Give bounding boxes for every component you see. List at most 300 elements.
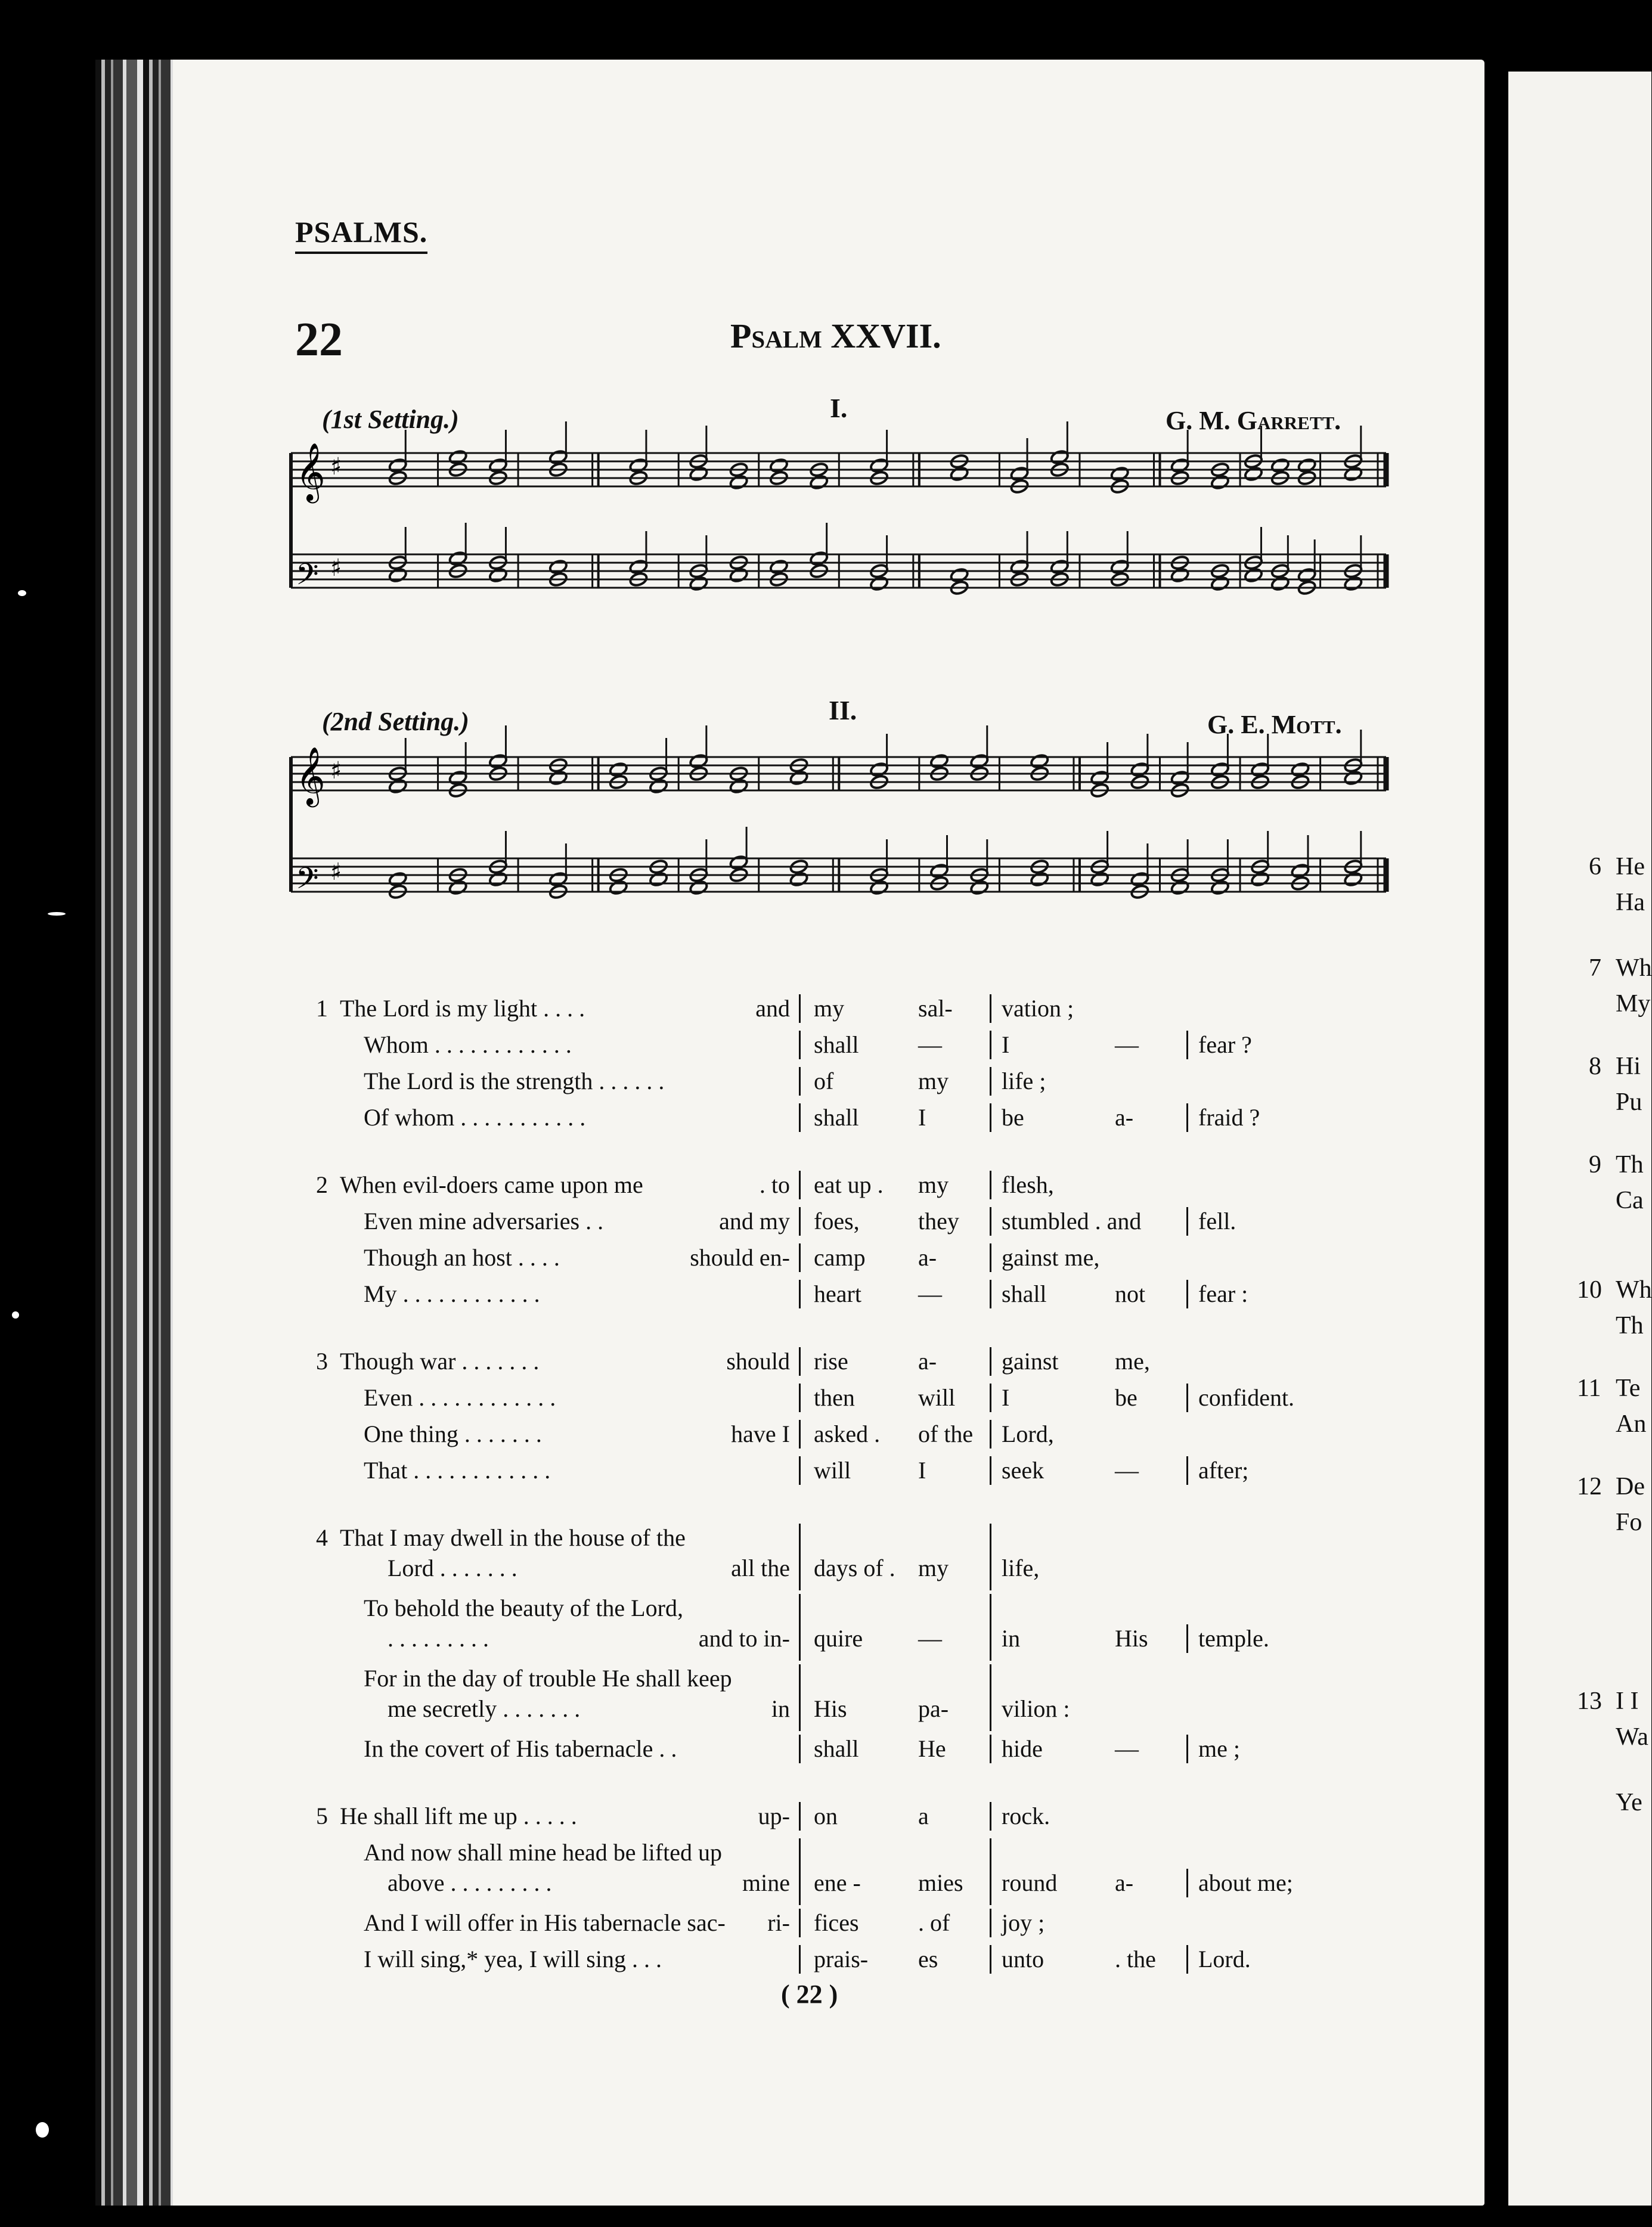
- chant-cell: life,: [1002, 1555, 1040, 1581]
- chant-cell: gainst: [1002, 1348, 1059, 1375]
- bar-divider: [799, 1524, 801, 1590]
- chant-line-text: And I will offer in His tabernacle sac-: [364, 1909, 726, 1936]
- chant-cell: be: [1002, 1104, 1024, 1131]
- chant-cell: vilion :: [1002, 1695, 1070, 1722]
- verse-number: 2: [316, 1171, 328, 1198]
- note-head: [1210, 762, 1229, 777]
- bar-divider: [990, 1456, 991, 1485]
- pointing-syllable: ri-: [767, 1909, 790, 1936]
- bar-divider: [799, 1838, 801, 1905]
- facing-line-fragment: Ha: [1616, 889, 1645, 916]
- chant-cell: be: [1115, 1384, 1138, 1411]
- note-head: [1110, 559, 1129, 575]
- note-head: [488, 753, 507, 769]
- setting-label-2: (2nd Setting.): [322, 707, 469, 736]
- note-head: [1344, 871, 1363, 887]
- facing-line-fragment: Hi: [1616, 1053, 1641, 1080]
- note-head: [388, 871, 407, 887]
- note-head: [1250, 762, 1269, 777]
- note-head: [629, 559, 648, 575]
- chant-cell: —: [1115, 1735, 1139, 1762]
- scan-speck: [12, 1311, 19, 1319]
- note-head: [1291, 762, 1310, 777]
- chant-cell: He: [918, 1735, 946, 1762]
- note-head: [488, 567, 507, 583]
- note-head: [1170, 880, 1189, 895]
- note-head: [448, 880, 467, 895]
- chant-cell: shall: [814, 1104, 859, 1131]
- bar-divider: [799, 1171, 801, 1199]
- pointing-syllable: have I: [731, 1420, 790, 1447]
- scan-speck: [48, 912, 66, 916]
- note-head: [1130, 762, 1149, 777]
- key-signature: ♯: [330, 757, 342, 784]
- bar-divider: [799, 1420, 801, 1449]
- setting-label-1: (1st Setting.): [322, 405, 459, 434]
- chant-cell: fell.: [1198, 1208, 1236, 1235]
- bar-divider: [799, 1945, 801, 1974]
- bass-clef: 𝄢: [296, 861, 319, 903]
- bar-divider: [990, 1735, 991, 1763]
- bar-divider: [1186, 1945, 1188, 1974]
- music-score-setting-2: [286, 745, 1395, 930]
- facing-line-fragment: He: [1616, 853, 1645, 880]
- chant-cell: shall: [1002, 1280, 1047, 1307]
- note-head: [729, 474, 748, 490]
- bar-divider: [990, 1243, 991, 1272]
- bar-divider: [799, 1280, 801, 1308]
- running-header: PSALMS.: [295, 215, 427, 254]
- note-head: [929, 863, 949, 879]
- chant-cell: they: [918, 1208, 959, 1235]
- note-head: [1297, 567, 1316, 583]
- bar-divider: [990, 1031, 991, 1059]
- facing-line-fragment: Th: [1616, 1312, 1644, 1339]
- chant-line-text: Even . . . . . . . . . . . .: [364, 1384, 556, 1411]
- bar-divider: [1186, 1869, 1188, 1897]
- pointing-syllable: should en-: [690, 1244, 790, 1271]
- chant-cell: about me;: [1198, 1869, 1293, 1896]
- bar-divider: [990, 1280, 991, 1308]
- facing-verse-number: 12: [1577, 1473, 1602, 1500]
- chant-cell: es: [918, 1946, 938, 1972]
- bar-divider: [1186, 1735, 1188, 1763]
- bar-divider: [990, 1103, 991, 1132]
- note-head: [869, 458, 888, 473]
- facing-line-fragment: An: [1616, 1410, 1647, 1438]
- chant-line-text-cont: above . . . . . . . . .: [388, 1869, 552, 1896]
- chant-cell: hide: [1002, 1735, 1043, 1762]
- facing-line-fragment: Te: [1616, 1375, 1641, 1402]
- note-head: [388, 567, 407, 583]
- chant-cell: —: [918, 1280, 942, 1307]
- note-head: [1250, 871, 1269, 887]
- note-head: [388, 778, 407, 794]
- chant-line-text: To behold the beauty of the Lord,: [364, 1595, 683, 1621]
- chant-cell: days of .: [814, 1555, 895, 1581]
- scan-speck: [36, 2122, 49, 2138]
- chant-cell: unto: [1002, 1946, 1044, 1972]
- chant-cell: life ;: [1002, 1068, 1046, 1094]
- chant-cell: on: [814, 1803, 838, 1829]
- bar-divider: [799, 1802, 801, 1831]
- note-head: [488, 871, 507, 887]
- bar-divider: [990, 1171, 991, 1199]
- chant-line-text: My . . . . . . . . . . . .: [364, 1280, 540, 1307]
- chant-cell: will: [918, 1384, 956, 1411]
- bar-divider: [1186, 1031, 1188, 1059]
- verse-number: 5: [316, 1803, 328, 1829]
- chant-cell: —: [1115, 1031, 1139, 1058]
- composer-2: G. E. Mott.: [1207, 710, 1342, 739]
- chant-cell: my: [918, 1068, 949, 1094]
- pointing-syllable: all the: [731, 1555, 790, 1581]
- note-head: [1344, 576, 1363, 591]
- page-number: ( 22 ): [781, 1980, 838, 2009]
- note-head: [1130, 871, 1149, 887]
- chant-cell: a-: [918, 1244, 937, 1271]
- note-head: [789, 871, 808, 887]
- note-head: [789, 770, 808, 786]
- chant-line-text: Whom . . . . . . . . . . . .: [364, 1031, 572, 1058]
- note-head: [869, 880, 888, 895]
- key-signature: ♯: [330, 453, 342, 480]
- chant-cell: my: [918, 1555, 949, 1581]
- note-head: [1170, 458, 1189, 473]
- bar-divider: [799, 1207, 801, 1236]
- facing-line-fragment: Wh: [1616, 1276, 1652, 1304]
- pointing-syllable: up-: [758, 1803, 790, 1829]
- facing-line-fragment: Th: [1616, 1151, 1644, 1178]
- note-head: [769, 458, 788, 473]
- chant-cell: prais-: [814, 1946, 869, 1972]
- chant-line-text: Though war . . . . . . .: [340, 1348, 540, 1375]
- bar-divider: [990, 1207, 991, 1236]
- note-head: [950, 466, 969, 482]
- chant-cell: a-: [918, 1348, 937, 1375]
- note-head: [769, 559, 788, 575]
- pointing-syllable: and: [755, 995, 790, 1022]
- note-head: [689, 576, 708, 591]
- bar-divider: [990, 1347, 991, 1376]
- bar-divider: [1186, 1207, 1188, 1236]
- note-head: [970, 880, 989, 895]
- bar-divider: [990, 1067, 991, 1096]
- chant-cell: . the: [1115, 1946, 1156, 1972]
- chant-cell: asked .: [814, 1420, 881, 1447]
- bar-divider: [799, 1243, 801, 1272]
- chant-cell: His: [1115, 1625, 1148, 1652]
- note-head: [950, 567, 969, 583]
- chant-cell: shall: [814, 1735, 859, 1762]
- chant-line-text-cont: me secretly . . . . . . .: [388, 1695, 581, 1722]
- chant-cell: foes,: [814, 1208, 860, 1235]
- note-head: [1244, 466, 1263, 482]
- facing-verse-number: 6: [1589, 853, 1601, 880]
- scan-speck: [18, 590, 26, 596]
- note-head: [1090, 871, 1109, 887]
- bar-divider: [799, 1067, 801, 1096]
- chant-line-text-cont: Lord . . . . . . .: [388, 1555, 517, 1581]
- chant-line-text: That I may dwell in the house of the: [340, 1524, 686, 1551]
- verse-number: 3: [316, 1348, 328, 1375]
- pointing-syllable: and my: [719, 1208, 790, 1235]
- chant-cell: —: [918, 1031, 942, 1058]
- note-head: [1170, 770, 1189, 786]
- chant-line-text-cont: . . . . . . . . .: [388, 1625, 489, 1652]
- chant-line-text: The Lord is my light . . . .: [340, 995, 585, 1022]
- chant-cell: fices: [814, 1909, 859, 1936]
- note-head: [1030, 753, 1049, 769]
- chant-cell: Lord,: [1002, 1420, 1054, 1447]
- facing-page-fragment: [1508, 72, 1651, 2206]
- note-head: [689, 880, 708, 895]
- chant-cell: vation ;: [1002, 995, 1074, 1022]
- note-head: [488, 458, 507, 473]
- chant-cell: me,: [1115, 1348, 1150, 1375]
- chant-cell: my: [814, 995, 845, 1022]
- chant-line-text: Of whom . . . . . . . . . . .: [364, 1104, 586, 1131]
- chant-cell: of: [814, 1068, 834, 1094]
- bar-divider: [990, 1802, 991, 1831]
- chant-line-text: He shall lift me up . . . . .: [340, 1803, 577, 1829]
- chant-line-text: Though an host . . . .: [364, 1244, 560, 1271]
- chant-cell: I: [1002, 1384, 1010, 1411]
- facing-verse-number: 10: [1577, 1276, 1602, 1304]
- treble-clef: 𝄞: [296, 746, 326, 805]
- note-head: [1050, 449, 1069, 465]
- chant-line-text: Even mine adversaries . .: [364, 1208, 604, 1235]
- note-head: [1344, 770, 1363, 786]
- chant-cell: a: [918, 1803, 929, 1829]
- note-head: [1270, 576, 1290, 591]
- chant-cell: pa-: [918, 1695, 949, 1722]
- note-head: [548, 449, 568, 465]
- chant-cell: stumbled . and: [1002, 1208, 1142, 1235]
- bass-clef: 𝄢: [296, 557, 319, 599]
- note-head: [1110, 466, 1129, 482]
- verse-number: 4: [316, 1524, 328, 1551]
- chant-cell: round: [1002, 1869, 1058, 1896]
- bar-divider: [1186, 1384, 1188, 1412]
- chant-cell: —: [918, 1625, 942, 1652]
- pointing-syllable: . to: [759, 1171, 790, 1198]
- note-head: [1050, 559, 1069, 575]
- note-head: [809, 474, 828, 490]
- chant-cell: camp: [814, 1244, 866, 1271]
- bar-divider: [1186, 1456, 1188, 1485]
- chant-cell: a-: [1115, 1104, 1134, 1131]
- verse-number: 1: [316, 995, 328, 1022]
- bar-divider: [799, 1031, 801, 1059]
- facing-verse-number: 13: [1577, 1688, 1602, 1715]
- facing-verse-number: 7: [1589, 954, 1601, 982]
- note-head: [629, 458, 648, 473]
- note-head: [609, 762, 628, 777]
- bar-divider: [990, 1664, 991, 1731]
- note-head: [1010, 559, 1029, 575]
- setting-roman-1: I.: [830, 393, 848, 423]
- note-head: [548, 559, 568, 575]
- chant-cell: rise: [814, 1348, 848, 1375]
- note-head: [1090, 770, 1109, 786]
- bar-divider: [799, 994, 801, 1023]
- psalm-number: 22: [295, 314, 343, 366]
- bar-divider: [990, 1384, 991, 1412]
- bar-divider: [799, 1456, 801, 1485]
- chant-cell: fraid ?: [1198, 1104, 1260, 1131]
- composer-1: G. M. Garrett.: [1166, 406, 1341, 435]
- note-head: [1297, 458, 1316, 473]
- facing-verse-number: 9: [1589, 1151, 1601, 1178]
- chant-cell: me ;: [1198, 1735, 1240, 1762]
- chant-cell: flesh,: [1002, 1171, 1054, 1198]
- chant-cell: Lord.: [1198, 1946, 1251, 1972]
- chant-cell: rock.: [1002, 1803, 1050, 1829]
- bar-divider: [1186, 1280, 1188, 1308]
- bar-divider: [990, 1420, 991, 1449]
- chant-cell: of the: [918, 1420, 974, 1447]
- chant-cell: I: [1002, 1031, 1010, 1058]
- chant-line-text: In the covert of His tabernacle . .: [364, 1735, 677, 1762]
- chant-line-text: I will sing,* yea, I will sing . . .: [364, 1946, 662, 1972]
- note-head: [548, 871, 568, 887]
- page-binding-edge: [95, 60, 173, 2206]
- treble-clef: 𝄞: [296, 442, 326, 501]
- facing-line-fragment: Wh: [1616, 954, 1652, 982]
- note-head: [929, 753, 949, 769]
- chant-cell: not: [1115, 1280, 1146, 1307]
- note-head: [1210, 576, 1229, 591]
- pointing-syllable: should: [726, 1348, 790, 1375]
- chant-line-text: One thing . . . . . . .: [364, 1420, 542, 1447]
- bar-divider: [990, 1838, 991, 1905]
- note-head: [1270, 458, 1290, 473]
- chant-cell: —: [1115, 1457, 1139, 1484]
- note-head: [448, 551, 467, 566]
- chant-line-text: For in the day of trouble He shall keep: [364, 1665, 732, 1692]
- chant-cell: sal-: [918, 995, 953, 1022]
- note-head: [1170, 567, 1189, 583]
- chant-cell: seek: [1002, 1457, 1044, 1484]
- chant-cell: heart: [814, 1280, 861, 1307]
- bar-divider: [799, 1384, 801, 1412]
- chant-cell: fear ?: [1198, 1031, 1252, 1058]
- chant-cell: . of: [918, 1909, 950, 1936]
- chant-cell: my: [918, 1171, 949, 1198]
- facing-line-fragment: Ca: [1616, 1187, 1644, 1214]
- bar-divider: [799, 1909, 801, 1937]
- note-head: [448, 449, 467, 465]
- chant-cell: I: [918, 1104, 926, 1131]
- bar-divider: [990, 1945, 991, 1974]
- note-head: [729, 778, 748, 794]
- note-head: [809, 551, 828, 566]
- facing-line-fragment: Pu: [1616, 1088, 1642, 1116]
- note-head: [869, 762, 888, 777]
- facing-line-fragment: De: [1616, 1473, 1645, 1500]
- chant-cell: I: [918, 1457, 926, 1484]
- bar-divider: [799, 1594, 801, 1661]
- note-head: [649, 871, 668, 887]
- note-head: [1210, 474, 1229, 490]
- chant-cell: confident.: [1198, 1384, 1295, 1411]
- note-head: [1010, 466, 1029, 482]
- key-signature: ♯: [330, 554, 342, 582]
- chant-cell: quire: [814, 1625, 863, 1652]
- bar-divider: [1186, 1103, 1188, 1132]
- facing-line-fragment: I I: [1616, 1688, 1639, 1715]
- facing-line-fragment: Wa: [1616, 1723, 1648, 1751]
- facing-line-fragment: Fo: [1616, 1509, 1642, 1536]
- chant-line-text: When evil-doers came upon me: [340, 1171, 643, 1198]
- note-head: [1344, 466, 1363, 482]
- chant-cell: gainst me,: [1002, 1244, 1100, 1271]
- note-head: [448, 770, 467, 786]
- note-head: [729, 567, 748, 583]
- chant-cell: temple.: [1198, 1625, 1269, 1652]
- bar-divider: [799, 1664, 801, 1731]
- bar-divider: [799, 1103, 801, 1132]
- bar-divider: [799, 1735, 801, 1763]
- facing-verse-number: 11: [1577, 1375, 1601, 1402]
- setting-roman-2: II.: [829, 695, 857, 725]
- bar-divider: [990, 1524, 991, 1590]
- note-head: [869, 576, 888, 591]
- chant-line-text: The Lord is the strength . . . . . .: [364, 1068, 665, 1094]
- chant-cell: a-: [1115, 1869, 1134, 1896]
- pointing-syllable: in: [771, 1695, 790, 1722]
- bar-divider: [990, 994, 991, 1023]
- chant-cell: in: [1002, 1625, 1021, 1652]
- note-head: [729, 855, 748, 870]
- chant-cell: then: [814, 1384, 855, 1411]
- facing-line-fragment: My: [1616, 990, 1651, 1018]
- chant-cell: fear :: [1198, 1280, 1248, 1307]
- chant-cell: eat up .: [814, 1171, 884, 1198]
- note-head: [649, 778, 668, 794]
- facing-line-fragment: Ye: [1616, 1789, 1642, 1816]
- bar-divider: [990, 1909, 991, 1937]
- chant-cell: ene -: [814, 1869, 861, 1896]
- chant-cell: shall: [814, 1031, 859, 1058]
- bar-divider: [990, 1594, 991, 1661]
- chant-cell: will: [814, 1457, 851, 1484]
- facing-verse-number: 8: [1589, 1053, 1601, 1080]
- note-head: [1210, 880, 1229, 895]
- key-signature: ♯: [330, 858, 342, 886]
- note-head: [689, 466, 708, 482]
- chant-line-text: That . . . . . . . . . . . .: [364, 1457, 551, 1484]
- chant-cell: mies: [918, 1869, 963, 1896]
- chant-cell: after;: [1198, 1457, 1249, 1484]
- psalm-title: Psalm XXVII.: [730, 317, 941, 355]
- chant-cell: joy ;: [1002, 1909, 1045, 1936]
- note-head: [1244, 567, 1263, 583]
- bar-divider: [1186, 1624, 1188, 1653]
- note-head: [970, 753, 989, 769]
- note-head: [388, 458, 407, 473]
- note-head: [1291, 863, 1310, 879]
- note-head: [609, 880, 628, 895]
- chant-cell: His: [814, 1695, 847, 1722]
- pointing-syllable: and to in-: [698, 1625, 790, 1652]
- note-head: [689, 753, 708, 769]
- note-head: [548, 770, 568, 786]
- note-head: [1030, 871, 1049, 887]
- pointing-syllable: mine: [742, 1869, 790, 1896]
- music-score-setting-1: [286, 441, 1395, 620]
